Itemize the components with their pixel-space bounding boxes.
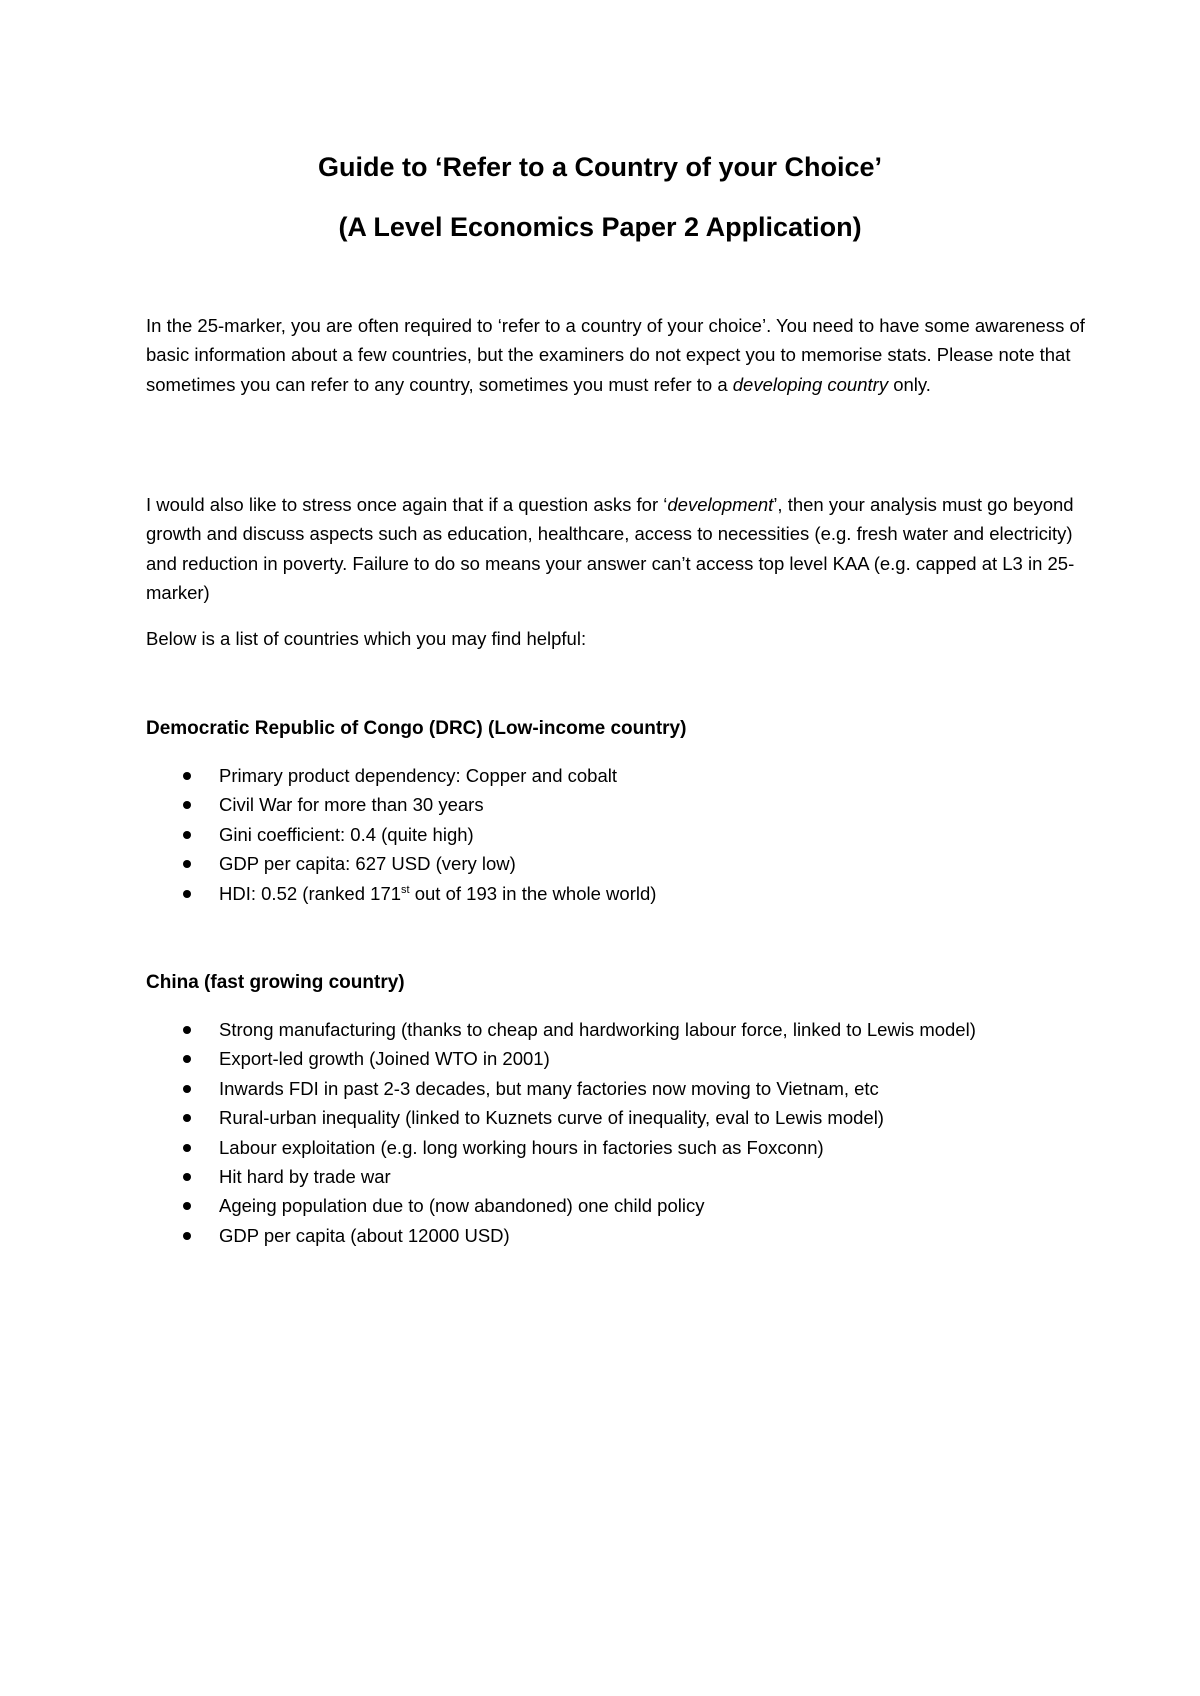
list-item <box>146 1074 1086 1103</box>
bullet-icon <box>183 1026 191 1034</box>
list-item-text: Export-led growth (Joined WTO in 2001) <box>219 1048 550 1070</box>
drc-bullet-list <box>146 761 1086 908</box>
list-intro-paragraph: Below is a list of countries which you may find helpful: <box>146 628 587 649</box>
intro-emphasis: developing country <box>732 373 889 395</box>
list-item-text: Rural-urban inequality (linked to Kuznets curve of inequality, eval to Lewis model) <box>219 1107 884 1129</box>
bullet-icon <box>183 1202 191 1210</box>
list-item-text: Strong manufacturing (thanks to cheap and hardworking labour force, linked to Lewis model) <box>219 1019 976 1040</box>
document-subtitle: (A Level Economics Paper 2 Application) <box>338 212 862 242</box>
list-item <box>146 1162 1086 1191</box>
bullet-icon <box>183 890 191 898</box>
list-item <box>146 849 1086 878</box>
bullet-icon <box>183 1055 191 1063</box>
list-item-text: Ageing population due to (now abandoned) one child policy <box>219 1195 705 1217</box>
list-item <box>146 761 1086 790</box>
china-bullet-list <box>146 1015 1086 1250</box>
document-title: Guide to ‘Refer to a Country of your Choice’ <box>317 152 883 182</box>
china-heading: China (fast growing country) <box>146 972 405 993</box>
development-emphasis: development <box>667 494 774 515</box>
list-item <box>146 1044 1086 1073</box>
development-text-2: ’, then your analysis must go beyond growth and discuss aspects such as education, healthcare, access to necessities (e.g. fresh water and electricity) and reduction in poverty. Failure to do so means your answer can’t access top level KAA (e.g. capped at L3 in 25-marker) <box>146 494 1075 603</box>
hdi-text-1: HDI: 0.52 (ranked 171 <box>219 882 402 904</box>
intro-text-1: In the 25-marker, you are often required to ‘refer to a country of your choice’. You need to have some awareness of basic information about a few countries, but the examiners do not expect you to memorise stats. Please note that sometimes you can refer to any country, sometimes you must refer to a <box>146 315 1085 395</box>
development-paragraph <box>146 490 1086 607</box>
list-item-text: Civil War for more than 30 years <box>219 794 484 816</box>
development-text-1: I would also like to stress once again that if a question asks for ‘ <box>146 494 668 515</box>
list-item-text: Inwards FDI in past 2-3 decades, but many factories now moving to Vietnam, etc <box>219 1077 879 1099</box>
bullet-icon <box>183 1173 191 1181</box>
hdi-text-2: out of 193 in the whole world) <box>409 882 657 904</box>
list-item-text: Labour exploitation (e.g. long working hours in factories such as Foxconn) <box>219 1136 824 1158</box>
list-item <box>146 879 1086 908</box>
bullet-icon <box>183 1232 191 1240</box>
bullet-icon <box>183 801 191 809</box>
list-item-text: GDP per capita (about 12000 USD) <box>219 1224 510 1246</box>
bullet-icon <box>183 772 191 780</box>
bullet-icon <box>183 1114 191 1122</box>
list-item <box>146 1015 1086 1044</box>
intro-paragraph <box>146 311 1086 399</box>
list-item-text: Gini coefficient: 0.4 (quite high) <box>219 823 474 845</box>
drc-heading: Democratic Republic of Congo (DRC) (Low-income country) <box>146 718 687 739</box>
bullet-icon <box>183 860 191 868</box>
list-item <box>146 1133 1086 1162</box>
intro-text-2: only. <box>888 373 931 395</box>
list-item <box>146 820 1086 849</box>
list-item <box>146 1221 1086 1250</box>
bullet-icon <box>183 1144 191 1152</box>
hdi-ordinal-suffix: st <box>401 883 410 896</box>
bullet-icon <box>183 1085 191 1093</box>
list-item-text: Primary product dependency: Copper and cobalt <box>219 765 617 786</box>
list-item-text: GDP per capita: 627 USD (very low) <box>219 853 516 875</box>
list-item <box>146 1103 1086 1132</box>
list-item <box>146 790 1086 819</box>
bullet-icon <box>183 831 191 839</box>
list-item-text: Hit hard by trade war <box>219 1166 391 1188</box>
list-item <box>146 1191 1086 1220</box>
